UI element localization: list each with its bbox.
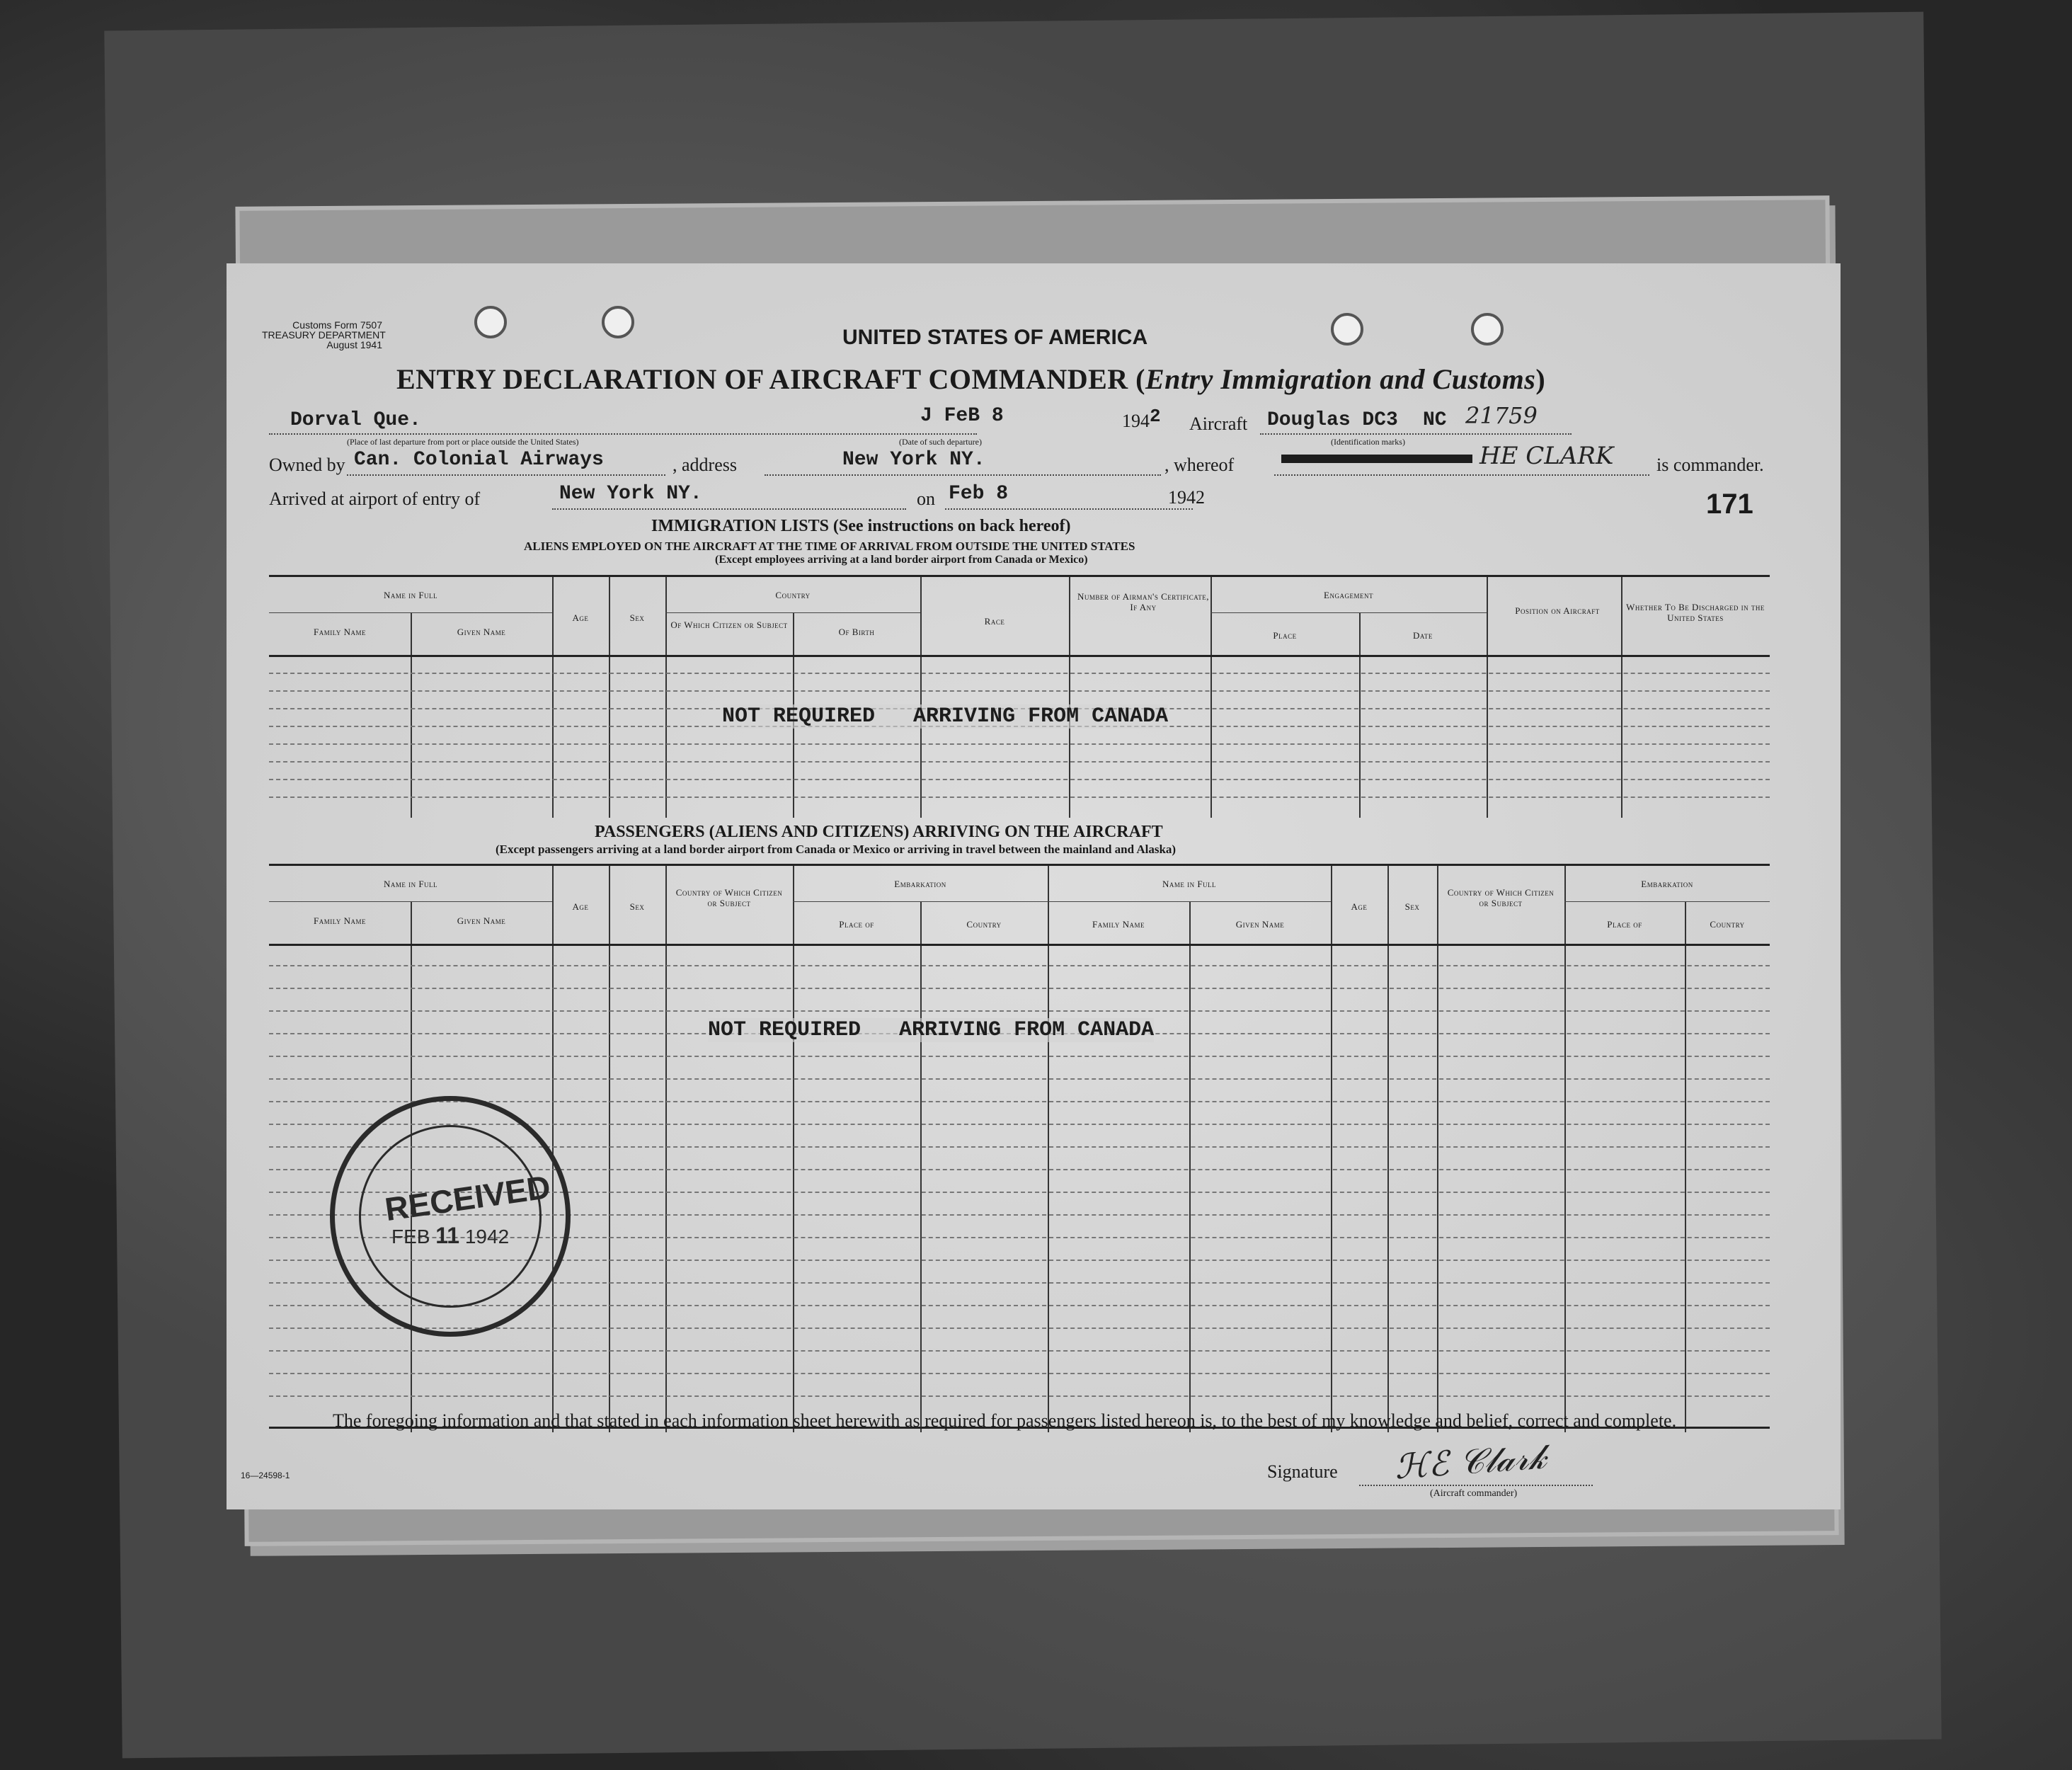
row-line bbox=[269, 1373, 1770, 1374]
header-place-of: Place of bbox=[839, 919, 874, 930]
commander-name: HE CLARK bbox=[1479, 442, 1614, 470]
row-line bbox=[269, 1010, 1770, 1012]
header-engagement: Engagement bbox=[1324, 590, 1373, 600]
col-divider bbox=[1621, 577, 1622, 818]
row-line bbox=[269, 1056, 1770, 1057]
punch-hole bbox=[1331, 313, 1363, 346]
row-line bbox=[269, 743, 1770, 745]
form-title-main: ENTRY DECLARATION OF AIRCRAFT COMMANDER ( bbox=[396, 363, 1145, 395]
address-value: New York NY. bbox=[842, 449, 985, 471]
header-of-birth: Of Birth bbox=[838, 627, 875, 637]
col-divider bbox=[1564, 866, 1566, 1432]
arrival-date: Feb 8 bbox=[949, 483, 1009, 505]
group-rule bbox=[269, 901, 552, 902]
group-rule bbox=[1564, 901, 1770, 902]
row-line bbox=[269, 1350, 1770, 1352]
aircraft-label: Aircraft bbox=[1189, 413, 1248, 434]
year-typed: 2 bbox=[1150, 406, 1161, 427]
col-divider bbox=[1487, 577, 1488, 818]
col-divider bbox=[1189, 901, 1191, 1432]
header-age: Age bbox=[1351, 901, 1368, 912]
row-line bbox=[269, 761, 1770, 763]
header-rule bbox=[269, 655, 1770, 657]
form-title bbox=[396, 362, 1545, 396]
col-divider bbox=[1048, 866, 1049, 1432]
header-country: Country bbox=[966, 919, 1002, 930]
header-given-name: Given Name bbox=[457, 915, 506, 926]
departure-date-caption: (Date of such departure) bbox=[899, 437, 982, 447]
aircraft-value: Douglas DC3 bbox=[1267, 409, 1398, 431]
col-divider bbox=[1437, 866, 1438, 1432]
arrived-line bbox=[552, 508, 906, 510]
struck-out-text bbox=[1281, 455, 1472, 463]
header-citizen-of: Of Which Citizen or Subject bbox=[670, 620, 788, 630]
row-line bbox=[269, 779, 1770, 780]
header-place: Place bbox=[1273, 630, 1297, 641]
header-age: Age bbox=[572, 612, 589, 623]
owned-by-value: Can. Colonial Airways bbox=[354, 449, 604, 471]
header-sex: Sex bbox=[629, 901, 645, 912]
header-race: Race bbox=[984, 616, 1005, 627]
received-stamp-year: 1942 bbox=[464, 1226, 510, 1247]
entry-declaration-form bbox=[227, 263, 1841, 1509]
group-rule bbox=[1210, 612, 1487, 613]
declaration-text: The foregoing information and that stated in each information sheet herewith as required for passengers listed hereon is, to the best of my knowledge and belief, correct and complete. bbox=[333, 1410, 1677, 1431]
col-divider bbox=[920, 577, 922, 818]
departure-place-line bbox=[269, 433, 977, 435]
form-title-close: ) bbox=[1535, 363, 1546, 395]
immigration-subheading: ALIENS EMPLOYED ON THE AIRCRAFT AT THE TIME OF ARRIVAL FROM OUTSIDE THE UNITED STATES bbox=[524, 539, 1135, 553]
country-heading: UNITED STATES OF AMERICA bbox=[842, 326, 1148, 349]
commander-suffix: is commander. bbox=[1656, 455, 1764, 475]
print-code: 16—24598-1 bbox=[241, 1471, 290, 1480]
immigration-not-required-stamp: NOT REQUIRED ARRIVING FROM CANADA bbox=[722, 704, 1169, 729]
group-rule bbox=[269, 612, 552, 613]
departure-place: Dorval Que. bbox=[290, 409, 421, 431]
col-divider bbox=[1069, 577, 1070, 818]
received-stamp bbox=[330, 1096, 571, 1337]
commander-signature: ℋℰ 𝒞𝓁𝒶𝓇𝓀 bbox=[1393, 1437, 1548, 1488]
header-place-of: Place of bbox=[1607, 919, 1642, 930]
departure-place-caption: (Place of last departure from port or place outside the United States) bbox=[347, 437, 579, 447]
page-number: 171 bbox=[1706, 489, 1753, 520]
header-discharged: Whether To Be Discharged in the United States bbox=[1626, 602, 1765, 623]
owned-by-line bbox=[347, 474, 665, 476]
department: TREASURY DEPARTMENT bbox=[262, 329, 386, 341]
address-label: , address bbox=[672, 455, 737, 475]
received-stamp-label: RECEIVED bbox=[382, 1167, 553, 1228]
immigration-heading: IMMIGRATION LISTS (See instructions on back hereof) bbox=[651, 517, 1071, 535]
passengers-heading: PASSENGERS (ALIENS AND CITIZENS) ARRIVING ON THE AIRCRAFT bbox=[595, 823, 1163, 841]
nc-number: 21759 bbox=[1465, 402, 1538, 429]
header-citizen-of: Country of Which Citizen or Subject bbox=[675, 887, 783, 908]
nc-label: NC bbox=[1423, 409, 1447, 431]
header-name-in-full: Name in Full bbox=[1162, 879, 1217, 889]
row-line bbox=[269, 690, 1770, 692]
group-rule bbox=[665, 612, 920, 613]
row-line bbox=[269, 673, 1770, 674]
col-divider bbox=[1331, 866, 1332, 1432]
header-certificate: Number of Airman's Certificate, If Any bbox=[1077, 591, 1210, 612]
arrival-date-line bbox=[945, 508, 1193, 510]
form-title-italic: Entry Immigration and Customs bbox=[1145, 363, 1536, 395]
arrived-value: New York NY. bbox=[559, 483, 702, 505]
col-divider bbox=[665, 866, 667, 1432]
received-stamp-date bbox=[391, 1223, 509, 1249]
col-divider bbox=[665, 577, 667, 818]
header-sex: Sex bbox=[1404, 901, 1420, 912]
header-embarkation: Embarkation bbox=[894, 879, 946, 889]
header-age: Age bbox=[572, 901, 589, 912]
header-family-name: Family Name bbox=[314, 915, 366, 926]
header-date: Date bbox=[1413, 630, 1433, 641]
punch-hole bbox=[474, 306, 507, 338]
col-divider bbox=[1359, 612, 1361, 818]
col-divider bbox=[1210, 577, 1212, 818]
year-prefix: 194 bbox=[1122, 411, 1150, 431]
departure-year bbox=[1122, 406, 1161, 433]
passengers-note: (Except passengers arriving at a land border airport from Canada or Mexico or arriving in travel between the mainland and Alaska) bbox=[496, 843, 1177, 856]
header-name-in-full: Name in Full bbox=[383, 590, 438, 600]
row-line bbox=[269, 965, 1770, 966]
group-rule bbox=[1048, 901, 1331, 902]
col-divider bbox=[609, 866, 610, 1432]
row-line bbox=[269, 796, 1770, 798]
ident-caption: (Identification marks) bbox=[1331, 437, 1405, 447]
form-edition: August 1941 bbox=[326, 339, 382, 350]
col-divider bbox=[552, 866, 554, 1432]
punch-hole bbox=[1471, 313, 1504, 346]
immigration-note: (Except employees arriving at a land border airport from Canada or Mexico) bbox=[715, 554, 1088, 566]
signature-label: Signature bbox=[1267, 1461, 1338, 1482]
received-stamp-day: 11 bbox=[435, 1223, 460, 1248]
whereof-label: , whereof bbox=[1164, 455, 1235, 475]
row-line bbox=[269, 988, 1770, 989]
header-country: Country bbox=[775, 590, 811, 600]
col-divider bbox=[793, 866, 794, 1432]
passengers-not-required-stamp: NOT REQUIRED ARRIVING FROM CANADA bbox=[708, 1018, 1155, 1042]
punch-hole bbox=[602, 306, 634, 338]
col-divider bbox=[920, 901, 922, 1432]
immigration-table bbox=[269, 575, 1770, 818]
header-given-name: Given Name bbox=[1235, 919, 1285, 930]
departure-date: J FeB 8 bbox=[920, 405, 1004, 427]
header-rule bbox=[269, 944, 1770, 946]
form-id: Customs Form 7507 bbox=[292, 319, 382, 331]
header-given-name: Given Name bbox=[457, 627, 506, 637]
col-divider bbox=[1685, 901, 1686, 1432]
row-line bbox=[269, 1395, 1770, 1397]
aircraft-line bbox=[1260, 433, 1572, 435]
col-divider bbox=[1387, 866, 1389, 1432]
signature-line bbox=[1359, 1485, 1593, 1486]
header-country: Country bbox=[1710, 919, 1745, 930]
arrival-year: 1942 bbox=[1168, 487, 1205, 508]
on-label: on bbox=[917, 489, 935, 509]
signature-caption: (Aircraft commander) bbox=[1430, 1488, 1518, 1499]
address-line bbox=[765, 474, 1161, 476]
header-name-in-full: Name in Full bbox=[383, 879, 438, 889]
row-line bbox=[269, 1078, 1770, 1080]
form-id-block bbox=[262, 319, 386, 350]
col-divider bbox=[411, 612, 412, 818]
header-position: Position on Aircraft bbox=[1515, 605, 1600, 616]
owned-by-label: Owned by bbox=[269, 455, 345, 475]
received-stamp-month: FEB bbox=[391, 1226, 430, 1247]
group-rule bbox=[793, 901, 1048, 902]
header-family-name: Family Name bbox=[1092, 919, 1145, 930]
arrived-label: Arrived at airport of entry of bbox=[269, 489, 481, 509]
header-family-name: Family Name bbox=[314, 627, 366, 637]
header-citizen-of: Country of Which Citizen or Subject bbox=[1447, 887, 1555, 908]
header-sex: Sex bbox=[629, 612, 645, 623]
header-embarkation: Embarkation bbox=[1641, 879, 1693, 889]
commander-line bbox=[1274, 474, 1649, 476]
row-line bbox=[269, 1101, 1770, 1102]
